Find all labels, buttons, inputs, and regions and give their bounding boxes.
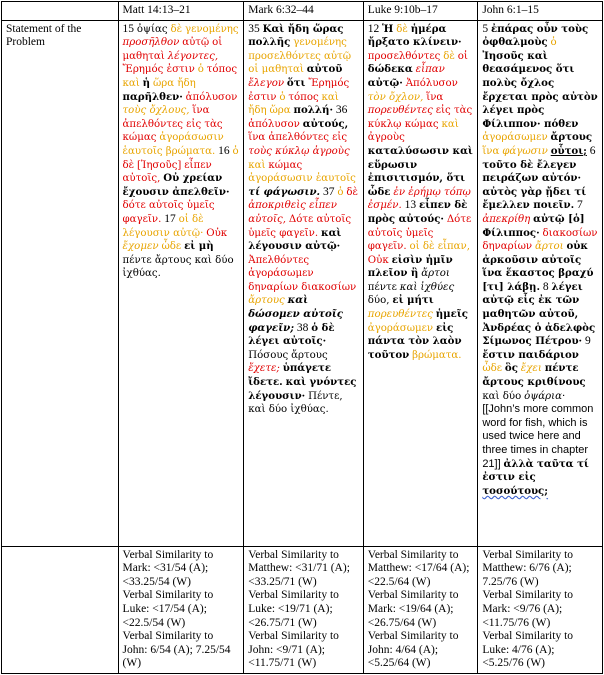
synopsis-table	[1, 1, 603, 674]
john-text: 5 ἐπάρας οὖν τοὺς ὀφθαλμοὺς ὁ Ἰησοῦς καὶ θεασάμενος ὅτι πολὺς ὄχλος ἔρχεται πρὸς αὐτὸν λέγει πρὸς Φίλιππον· πόθεν ἀγοράσωμεν ἄρτους ἵνα φάγωσιν οὗτοι; 6 τοῦτο δὲ ἔλεγεν πειράζων αὐτόν· αὐτὸς γὰρ ᾔδει τί ἔμελλεν ποιεῖν. 7 ἀπεκρίθη αὐτῷ [ὁ] Φίλιππος· διακοσίων δηναρίων ἄρτοι οὐκ ἀρκοῦσιν αὐτοῖς ἵνα ἕκαστος βραχύ [τι] λάβῃ. 8 λέγει αὐτῷ εἷς ἐκ τῶν μαθητῶν αὐτοῦ, Ἀνδρέας ὁ ἀδελφὸς Σίμωνος Πέτρου· 9 ἔστιν παιδάριον ὧδε ὃς ἔχει πέντε ἄρτους κριθίνους καὶ δύο ὀψάρια· [[John’s more common word for fish, which is used twice here and three times in chapter 21]] ἀλλὰ ταῦτα τί ἐστιν εἰς τοσούτους;	[478, 20, 603, 546]
matthew-similarity: Verbal Similarity to Mark: <31/54 (A); <33.25/54 (W) Verbal Similarity to Luke: <17/54 (A); <22.5/54 (W) Verbal Similarity to John: 6/54 (A); 7.25/54 (W)	[118, 546, 244, 673]
header-john: John 6:1–15	[478, 2, 603, 21]
header-row	[2, 2, 603, 21]
luke-similarity: Verbal Similarity to Matthew: <17/64 (A); <22.5/64 (W) Verbal Similarity to Mark: <19/64 (A); <26.75/64 (W) Verbal Similarity to John: 4/64 (A); <5.25/64 (W)	[363, 546, 478, 673]
matthew-text: 15 ὀψίας δὲ γενομένης προσῆλθον αὐτῷ οἱ μαθηταὶ λέγοντες, Ἔρημός ἐστιν ὁ τόπος καὶ ἡ ὥρα ἤδη παρῆλθεν· ἀπόλυσον τοὺς ὄχλους, ἵνα ἀπελθόντες εἰς τὰς κώμας ἀγοράσωσιν ἑαυτοῖς βρώματα. 16 ὁ δὲ [Ἰησοῦς] εἶπεν αὐτοῖς, Οὐ χρείαν ἔχουσιν ἀπελθεῖν· δότε αὐτοῖς ὑμεῖς φαγεῖν. 17 οἱ δὲ λέγουσιν αὐτῷ· Οὐκ ἔχομεν ὧδε εἰ μὴ πέντε ἄρτους καὶ δύο ἰχθύας.	[118, 20, 244, 546]
header-matthew: Matt 14:13–21	[118, 2, 244, 21]
luke-text: 12 Ἡ δὲ ἡμέρα ἤρξατο κλίνειν· προσελθόντες δὲ οἱ δώδεκα εἶπαν αὐτῷ· Ἀπόλυσον τὸν ὄχλον, ἵνα πορευθέντες εἰς τὰς κύκλῳ κώμας καὶ ἀγροὺς καταλύσωσιν καὶ εὕρωσιν ἐπισιτισμόν, ὅτι ὧδε ἐν ἐρήμῳ τόπῳ ἐσμέν. 13 εἶπεν δὲ πρὸς αὐτούς· Δότε αὐτοῖς ὑμεῖς φαγεῖν. οἱ δὲ εἶπαν, Οὐκ εἰσὶν ἡμῖν πλεῖον ἢ ἄρτοι πέντε καὶ ἰχθύες δύο, εἰ μήτι πορευθέντες ἡμεῖς ἀγοράσωμεν εἰς πάντα τὸν λαὸν τοῦτον βρώματα.	[363, 20, 478, 546]
mark-text: 35 Καὶ ἤδη ὥρας πολλῆς γενομένης προσελθόντες αὐτῷ οἱ μαθηταὶ αὐτοῦ ἔλεγον ὅτι Ἔρημός ἐστιν ὁ τόπος καὶ ἤδη ὥρα πολλή· 36 ἀπόλυσον αὐτούς, ἵνα ἀπελθόντες εἰς τοὺς κύκλῳ ἀγροὺς καὶ κώμας ἀγοράσωσιν ἑαυτοῖς τί φάγωσιν. 37 ὁ δὲ ἀποκριθεὶς εἶπεν αὐτοῖς, Δότε αὐτοῖς ὑμεῖς φαγεῖν. καὶ λέγουσιν αὐτῷ· Ἀπελθόντες ἀγοράσωμεν δηναρίων διακοσίων ἄρτους καὶ δώσομεν αὐτοῖς φαγεῖν; 38 ὁ δὲ λέγει αὐτοῖς· Πόσους ἄρτους ἔχετε; ὑπάγετε ἴδετε. καὶ γνόντες λέγουσιν· Πέντε, καὶ δύο ἰχθύας.	[244, 20, 364, 546]
similarity-row	[2, 546, 603, 673]
header-empty-cell	[2, 2, 119, 21]
header-luke: Luke 9:10b–17	[363, 2, 478, 21]
john-similarity: Verbal Similarity to Matthew: 6/76 (A); 7.25/76 (W) Verbal Similarity to Mark: <9/76 (A); <11.75/76 (W) Verbal Similarity to Luke: 4/76 (A); <5.25/76 (W)	[478, 546, 603, 673]
row-label: Statement of the Problem	[2, 20, 119, 546]
header-mark: Mark 6:32–44	[244, 2, 364, 21]
text-row	[2, 20, 603, 546]
similarity-label-cell	[2, 546, 119, 673]
mark-similarity: Verbal Similarity to Matthew: <31/71 (A); <33.25/71 (W) Verbal Similarity to Luke: <19/71 (A); <26.75/71 (W) Verbal Similarity to John: <9/71 (A); <11.75/71 (W)	[244, 546, 364, 673]
